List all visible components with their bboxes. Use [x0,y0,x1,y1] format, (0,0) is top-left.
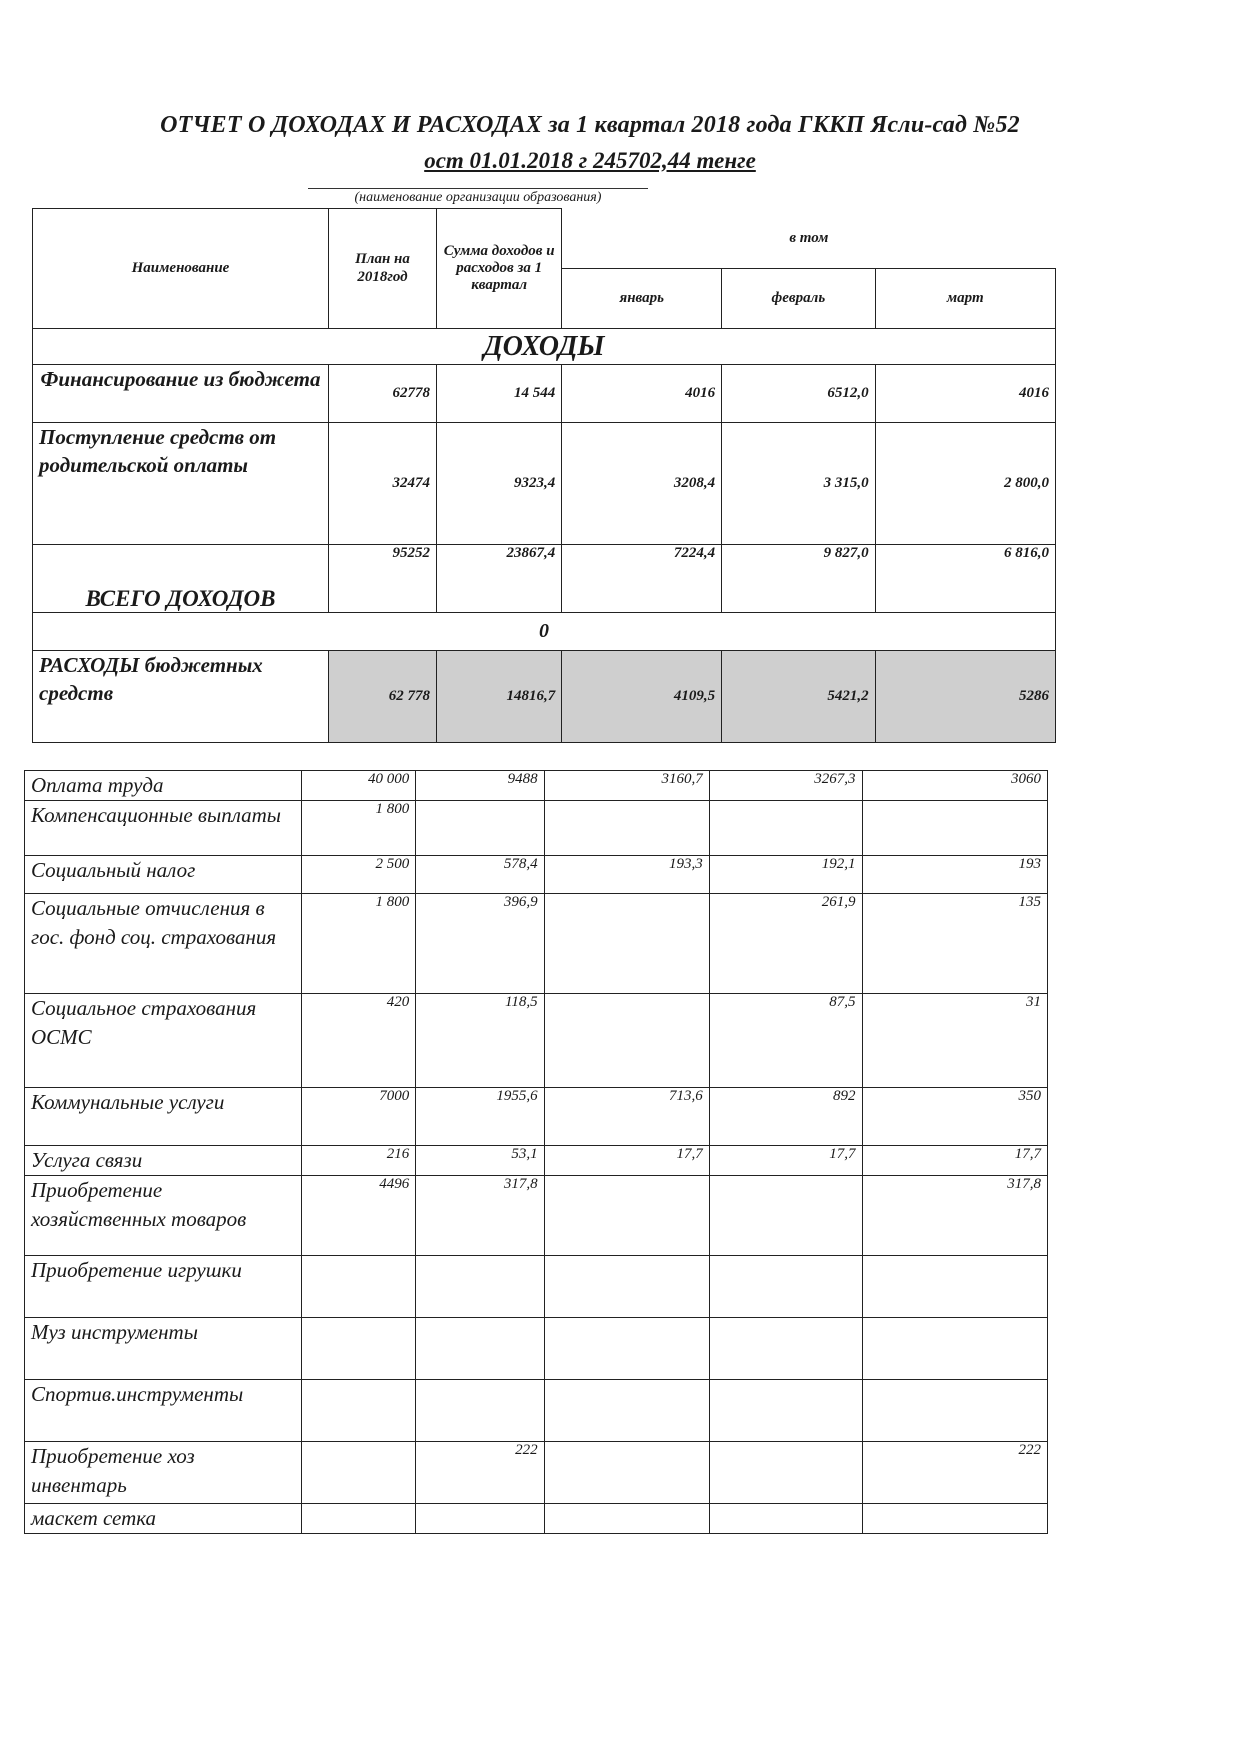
cell-jan: 713,6 [544,1087,709,1145]
cell-sum [416,1317,544,1379]
cell-feb [709,1503,862,1533]
cell-plan: 62778 [328,365,436,423]
cell-plan: 2 500 [302,855,416,893]
table-row [25,1379,1048,1441]
col-name-header: Наименование [33,209,329,329]
col-plan-header: План на 2018год [328,209,436,329]
cell-plan: 32474 [328,423,436,545]
cell-feb: 3267,3 [709,771,862,801]
row-name: Муз инструменты [25,1317,302,1379]
cell-jan [544,1317,709,1379]
cell-feb: 261,9 [709,893,862,993]
cell-jan [544,1379,709,1441]
row-name: Услуга связи [25,1145,302,1175]
row-name: Приобретение хозяйственных товаров [25,1175,302,1255]
cell-sum: 578,4 [416,855,544,893]
cell-feb [709,1379,862,1441]
cell-mar: 3060 [862,771,1047,801]
cell-plan: 7000 [302,1087,416,1145]
col-mar-header: март [875,269,1055,329]
col-feb-header: февраль [722,269,875,329]
cell-feb: 5421,2 [722,651,875,743]
cell-mar: 5286 [875,651,1055,743]
row-name: Социальное страхования ОСМС [25,993,302,1087]
table-row [33,423,1056,545]
table-row [25,1317,1048,1379]
cell-sum: 317,8 [416,1175,544,1255]
cell-plan: 1 800 [302,800,416,855]
cell-plan [302,1441,416,1503]
cell-jan [544,1255,709,1317]
cell-sum: 9323,4 [437,423,562,545]
cell-sum: 222 [416,1441,544,1503]
table-row [25,855,1048,893]
row-name: Приобретение игрушки [25,1255,302,1317]
cell-jan: 4109,5 [562,651,722,743]
cell-plan: 62 778 [328,651,436,743]
cell-plan: 40 000 [302,771,416,801]
table-row [25,800,1048,855]
cell-plan: 216 [302,1145,416,1175]
cell-mar [862,1379,1047,1441]
cell-sum: 23867,4 [437,545,562,613]
cell-sum: 118,5 [416,993,544,1087]
cell-sum [416,800,544,855]
cell-feb: 6512,0 [722,365,875,423]
cell-mar: 6 816,0 [875,545,1055,613]
cell-sum [416,1503,544,1533]
row-name: Приобретение хоз инвентарь [25,1441,302,1503]
table-row [25,1087,1048,1145]
cell-plan: 1 800 [302,893,416,993]
cell-sum: 9488 [416,771,544,801]
cell-mar: 317,8 [862,1175,1047,1255]
cell-jan [544,893,709,993]
cell-mar: 193 [862,855,1047,893]
expenses-header-row [33,651,1056,743]
row-name: Социальные отчисления в гос. фонд соц. страхования [25,893,302,993]
cell-sum: 1955,6 [416,1087,544,1145]
cell-sum: 14 544 [437,365,562,423]
col-group-header: в том [562,209,1056,269]
cell-jan: 193,3 [544,855,709,893]
expenses-table [24,770,1048,1534]
cell-jan: 3160,7 [544,771,709,801]
cell-mar: 350 [862,1087,1047,1145]
cell-feb: 192,1 [709,855,862,893]
cell-plan [302,1379,416,1441]
col-jan-header: январь [562,269,722,329]
cell-feb [709,1255,862,1317]
cell-mar: 4016 [875,365,1055,423]
table-row [25,993,1048,1087]
table-row [33,545,1056,613]
table-row [25,1255,1048,1317]
organization-note: (наименование организации образования) [308,188,648,206]
table-row [33,365,1056,423]
row-name: маскет сетка [25,1503,302,1533]
cell-mar [862,1255,1047,1317]
table-row [25,1175,1048,1255]
income-table [32,208,1056,743]
cell-sum: 396,9 [416,893,544,993]
cell-mar: 2 800,0 [875,423,1055,545]
opening-balance: ост 01.01.2018 г 245702,44 тенге [424,148,756,173]
row-name: Социальный налог [25,855,302,893]
cell-plan: 420 [302,993,416,1087]
cell-mar [862,800,1047,855]
cell-jan [544,993,709,1087]
cell-mar [862,1503,1047,1533]
row-name: Коммунальные услуги [25,1087,302,1145]
cell-mar [862,1317,1047,1379]
table-row [25,1441,1048,1503]
row-name: Поступление средств от родительской оплаты [33,423,329,545]
cell-mar: 31 [862,993,1047,1087]
cell-jan: 3208,4 [562,423,722,545]
cell-sum [416,1379,544,1441]
cell-feb [709,800,862,855]
table-row [25,1145,1048,1175]
cell-plan [302,1503,416,1533]
cell-jan [544,1175,709,1255]
cell-plan [302,1255,416,1317]
cell-jan: 17,7 [544,1145,709,1175]
cell-feb [709,1317,862,1379]
cell-plan: 95252 [328,545,436,613]
cell-feb [709,1441,862,1503]
cell-mar: 17,7 [862,1145,1047,1175]
cell-jan [544,1503,709,1533]
row-name: Компенсационные выплаты [25,800,302,855]
total-income-label: ВСЕГО ДОХОДОВ [33,545,329,613]
cell-sum: 14816,7 [437,651,562,743]
cell-jan: 7224,4 [562,545,722,613]
cell-plan: 4496 [302,1175,416,1255]
col-sum-header: Сумма доходов и расходов за 1 квартал [437,209,562,329]
cell-feb: 87,5 [709,993,862,1087]
row-name: Финансирование из бюджета [33,365,329,423]
cell-jan: 4016 [562,365,722,423]
cell-mar: 222 [862,1441,1047,1503]
table-row [25,1503,1048,1533]
cell-sum: 53,1 [416,1145,544,1175]
row-name: Оплата труда [25,771,302,801]
table-row [25,771,1048,801]
zero-row: 0 [33,613,1056,651]
report-title: ОТЧЕТ О ДОХОДАХ И РАСХОДАХ за 1 квартал 2018 года ГККП Ясли-сад №52 [160,112,1020,138]
cell-mar: 135 [862,893,1047,993]
cell-sum [416,1255,544,1317]
row-name: РАСХОДЫ бюджетных средств [33,651,329,743]
cell-feb: 9 827,0 [722,545,875,613]
cell-jan [544,800,709,855]
cell-plan [302,1317,416,1379]
row-name: Спортив.инструменты [25,1379,302,1441]
cell-feb: 892 [709,1087,862,1145]
cell-jan [544,1441,709,1503]
income-section-title: ДОХОДЫ [33,329,1056,365]
cell-feb: 3 315,0 [722,423,875,545]
table-row [25,893,1048,993]
cell-feb [709,1175,862,1255]
cell-feb: 17,7 [709,1145,862,1175]
